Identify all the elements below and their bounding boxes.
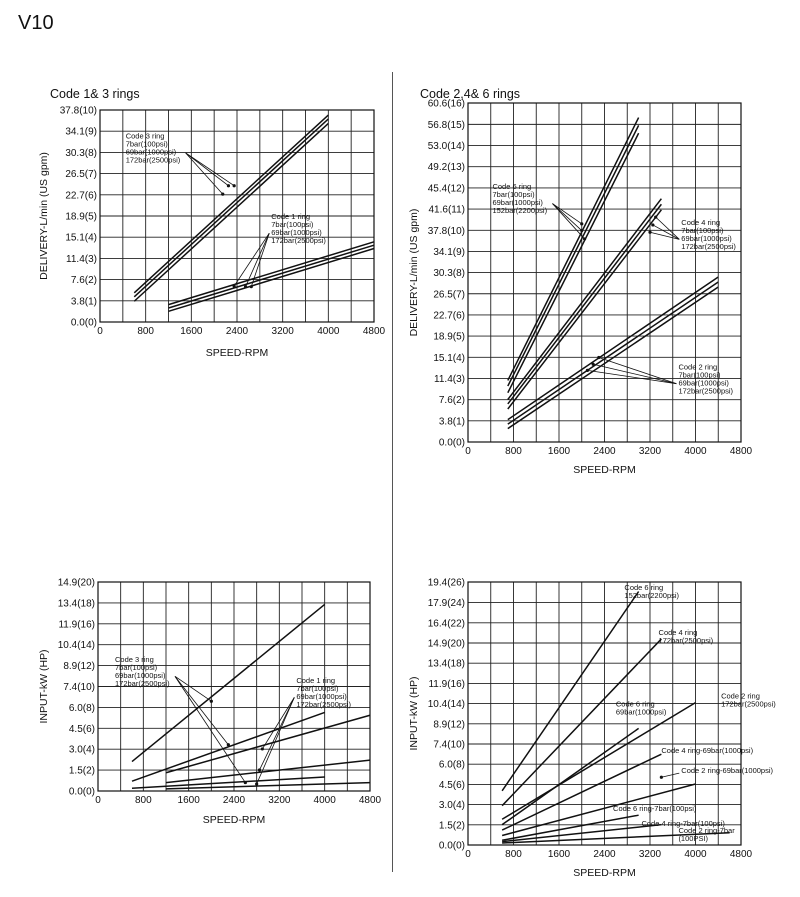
chart2-series-line [508,118,639,381]
chart4-y-tick-label: 16.4(22) [427,618,465,630]
chart1-annotation-label: 7bar(100psi) [125,139,168,149]
chart2-annotation-arrowhead [648,231,651,234]
chart2-annotation-label: Code 2 ring [678,362,718,372]
chart4-y-axis-label: INPUT-kW (HP) [408,676,420,751]
chart3-y-tick-label: 4.5(6) [68,723,95,735]
chart1-y-tick-label: 0.0(0) [70,317,97,329]
chart2-annotation-label: 172bar(2500psi) [678,386,734,396]
chart1-annotation-label: Code 1 ring [271,211,311,221]
chart1-x-tick-label: 1600 [180,326,203,337]
chart2-y-tick-label: 53.0(14) [427,141,465,153]
chart2-annotation-leader [599,358,677,384]
chart4-series-line [502,591,639,790]
chart1-series-line [169,245,375,308]
chart1-series-line [169,242,375,305]
chart2-x-tick-label: 1600 [547,446,571,457]
chart2-annotation-arrowhead [597,356,600,359]
chart4-y-tick-label: 3.0(4) [438,800,465,812]
chart2-y-tick-label: 45.4(12) [427,183,465,195]
page-title: V10 [18,12,54,34]
chart3-annotation-arrowhead [244,781,247,784]
chart4-x-tick-label: 4000 [684,849,707,860]
chart3-annotation-arrowhead [255,782,258,785]
chart2-x-tick-label: 3200 [638,446,662,457]
chart3-y-tick-label: 7.4(10) [63,682,95,693]
chart3-x-tick-label: 3200 [268,795,291,806]
chart1-annotation-arrowhead [233,184,236,187]
chart4-y-tick-label: 1.5(2) [438,820,465,832]
chart1-annotation-leader [186,153,229,186]
chart4-series-line [502,703,695,820]
chart2-title: Code 2,4& 6 rings [420,87,521,101]
chart4-y-tick-label: 13.4(18) [427,658,465,670]
chart2-x-tick-label: 4000 [684,446,707,457]
chart4-series-line [502,815,639,840]
chart3-annotation-label: 69bar(1000psi) [296,691,347,701]
chart2-annotation-label: 7bar(100psi) [681,225,724,235]
chart1-y-tick-label: 18.9(5) [65,211,97,223]
chart3-x-tick-label: 4000 [313,795,336,806]
chart1-y-tick-label: 7.6(2) [70,275,97,287]
chart2-series-line [508,277,718,420]
chart2-y-tick-label: 37.8(10) [427,225,465,237]
chart1-y-tick-label: 30.3(8) [65,147,97,159]
chart3-annotation-arrowhead [261,747,264,750]
chart1-annotation-label: 69bar(1000psi) [125,147,177,157]
chart1-annotation-arrowhead [250,285,253,288]
chart1-annotation-arrowhead [221,193,224,196]
chart2-annotation-arrowhead [586,369,589,372]
chart1-annotation-label: 172bar(2500psi) [125,155,181,165]
chart2-annotation-label: 172bar(2500psi) [681,241,736,251]
chart4-annotation-label: Code 4 ring-7bar(100psi) [641,819,725,829]
chart1-annotation-arrowhead [233,285,236,288]
chart3-x-tick-label: 4800 [358,795,382,806]
chart4-annotation-arrowhead [660,776,663,779]
chart2-annotation-label: 69bar(1000psi) [681,233,732,243]
chart2-y-tick-label: 30.3(8) [433,268,465,280]
chart2-x-tick-label: 2400 [593,446,616,457]
chart1-y-tick-label: 22.7(6) [65,190,97,202]
chart4-annotation-label: Code 4 ring-69bar(1000psi) [661,745,754,755]
chart2-y-tick-label: 34.1(9) [433,246,465,258]
chart4-annotation-label: 69bar(1000psi) [615,707,667,717]
chart1-y-tick-label: 37.8(10) [59,105,97,117]
chart2-y-tick-label: 7.6(2) [438,395,465,407]
chart3-annotation-label: 172bar(2500psi) [115,678,170,688]
chart3-y-tick-label: 14.9(20) [57,577,95,589]
chart4-annotation-leader [661,773,679,777]
chart3-annotation-label: 172bar(2500psi) [296,699,351,709]
chart1-x-tick-label: 800 [137,326,155,337]
chart4-annotation-label: 172bar(2500psi) [658,635,714,645]
chart3-y-tick-label: 0.0(0) [68,786,95,798]
chart1-annotation-label: 69bar(1000psi) [271,227,322,237]
chart4-y-tick-label: 7.4(10) [433,739,465,751]
chart4-x-tick-label: 800 [505,849,522,860]
chart3-x-tick-label: 0 [95,795,101,806]
chart4-x-tick-label: 1600 [547,849,571,860]
chart2-annotation-label: 152bar(2200psi) [492,206,548,216]
chart1-x-axis-label: SPEED-RPM [205,347,269,359]
chart3-y-axis-label: INPUT-kW (HP) [38,649,50,724]
chart2-series-line [508,125,639,386]
chart1-annotation-label: Code 3 ring [125,131,165,141]
chart4-x-tick-label: 4800 [729,849,753,860]
chart1-annotation-label: 7bar(100psi) [271,219,314,229]
chart4-x-tick-label: 3200 [638,849,662,860]
chart3-annotation-label: Code 1 ring [296,675,336,685]
chart2-annotation-label: Code 6 ring [492,182,532,192]
chart3-annotation-arrowhead [210,700,213,703]
chart3-y-tick-label: 10.4(14) [57,640,95,652]
chart4-annotation-label: Code 2 ring-69bar(1000psi) [681,766,774,776]
chart2-series-line [508,282,718,424]
chart3-x-tick-label: 1600 [177,795,200,806]
chart2-annotation-leader [593,364,676,383]
chart3-x-axis-label: SPEED-RPM [202,814,266,826]
chart2-annotation-arrowhead [580,229,583,232]
chart2-y-tick-label: 0.0(0) [438,437,465,449]
chart1-annotation-leader [186,153,234,186]
chart1-x-tick-label: 4800 [362,326,386,337]
chart2-annotation-label: 7bar(100psi) [678,370,721,380]
chart2-annotation-arrowhead [654,216,657,219]
chart4-y-tick-label: 19.4(26) [427,577,465,589]
chart2-y-tick-label: 56.8(15) [427,119,465,131]
chart2-annotation-arrowhead [592,363,595,366]
chart2-annotation-arrowhead [651,223,654,226]
chart1-y-tick-label: 3.8(1) [70,296,97,308]
chart1-x-tick-label: 3200 [271,326,294,337]
chart3-y-tick-label: 11.9(16) [58,619,95,631]
chart2-y-tick-label: 11.4(3) [434,373,465,385]
chart3-y-tick-label: 3.0(4) [68,744,95,756]
chart1-title: Code 1& 3 rings [50,87,140,101]
chart3-y-tick-label: 6.0(8) [68,702,95,714]
chart2-series-line [508,199,662,400]
chart2-y-tick-label: 18.9(5) [433,331,465,343]
chart4-annotation-label: Code 2 ring-7bar [678,825,735,835]
chart3-annotation-label: 7bar(100psi) [115,662,158,672]
chart1-x-tick-label: 4000 [317,326,340,337]
chart1-annotation-arrowhead [227,184,230,187]
chart4-y-tick-label: 8.9(12) [433,719,465,731]
chart2-x-tick-label: 0 [465,446,471,457]
chart3-y-tick-label: 13.4(18) [57,598,95,610]
chart4-x-tick-label: 2400 [593,849,616,860]
chart3-x-tick-label: 800 [134,795,152,806]
chart4-annotation-label: (100PSI) [678,833,709,843]
chart3-annotation-label: Code 3 ring [115,654,154,664]
chart3-annotation-label: 7bar(100psi) [296,683,339,693]
chart1-y-tick-label: 15.1(4) [65,232,97,244]
chart2-annotation-arrowhead [583,237,586,240]
chart2-annotation-label: 69bar(1000psi) [492,198,543,208]
chart3-annotation-arrowhead [258,768,261,771]
chart4-annotation-label: Code 6 ring [624,583,664,593]
chart4-y-tick-label: 11.9(16) [428,678,465,690]
chart3-annotation-leader [175,676,211,701]
chart1-x-tick-label: 0 [97,326,103,337]
chart2-annotation-label: 7bar(100psi) [492,190,535,200]
chart1-y-tick-label: 26.5(7) [65,169,97,181]
chart4-y-tick-label: 17.9(24) [427,598,465,610]
chart3-y-tick-label: 8.9(12) [63,661,95,673]
chart2-annotation-leader [552,204,581,231]
chart4-annotation-label: Code 6 ring [615,699,655,709]
chart2-y-tick-label: 22.7(6) [433,310,465,322]
chart3-series-line [132,712,325,781]
chart4-y-tick-label: 14.9(20) [427,638,465,650]
chart2-annotation-leader [552,204,581,224]
chart4-annotation-label: 172bar(2500psi) [721,699,776,709]
chart4-x-axis-label: SPEED-RPM [573,867,636,879]
chart2-annotation-label: Code 4 ring [681,217,721,227]
chart2-y-tick-label: 41.6(11) [428,204,465,216]
chart3-y-tick-label: 1.5(2) [68,765,95,777]
chart2-y-tick-label: 3.8(1) [438,416,465,428]
chart1-y-tick-label: 34.1(9) [65,126,97,138]
chart2-y-tick-label: 15.1(4) [433,352,465,364]
chart2-y-tick-label: 49.2(13) [427,162,465,174]
chart2-x-axis-label: SPEED-RPM [573,464,636,476]
chart1-annotation-arrowhead [244,285,247,288]
chart1-y-axis-label: DELIVERY-L/min (US gpm) [38,152,50,280]
chart3-series-line [166,783,370,789]
chart1-y-tick-label: 11.4(3) [66,253,97,265]
chart2-x-tick-label: 800 [505,446,522,457]
chart4-y-tick-label: 0.0(0) [438,840,465,852]
chart4-annotation-label: Code 4 ring [658,627,698,637]
chart2-x-tick-label: 4800 [729,446,753,457]
chart2-annotation-arrowhead [580,222,583,225]
chart3-annotation-arrowhead [227,743,230,746]
chart4-y-tick-label: 6.0(8) [438,759,465,771]
chart4-annotation-label: Code 2 ring [721,691,760,701]
chart2-y-tick-label: 26.5(7) [433,289,465,301]
chart4-annotation-label: 152bar(2200psi) [624,591,680,601]
chart4-y-tick-label: 10.4(14) [427,699,465,711]
chart3-x-tick-label: 2400 [222,795,246,806]
chart2-annotation-label: 69bar(1000psi) [678,378,729,388]
chart2-y-tick-label: 60.6(16) [427,98,465,110]
chart2-y-axis-label: DELIVERY-L/min (US gpm) [408,208,420,337]
chart3-annotation-label: 69bar(1000psi) [115,670,166,680]
chart1-annotation-label: 172bar(2500psi) [271,235,326,245]
chart4-y-tick-label: 4.5(6) [438,779,465,791]
chart4-annotation-label: Code 6 ring-7bar(100psi) [613,804,697,814]
chart1-x-tick-label: 2400 [225,326,249,337]
chart2-annotation-leader [587,370,676,383]
chart4-x-tick-label: 0 [465,849,471,860]
chart2-annotation-leader [650,232,679,239]
